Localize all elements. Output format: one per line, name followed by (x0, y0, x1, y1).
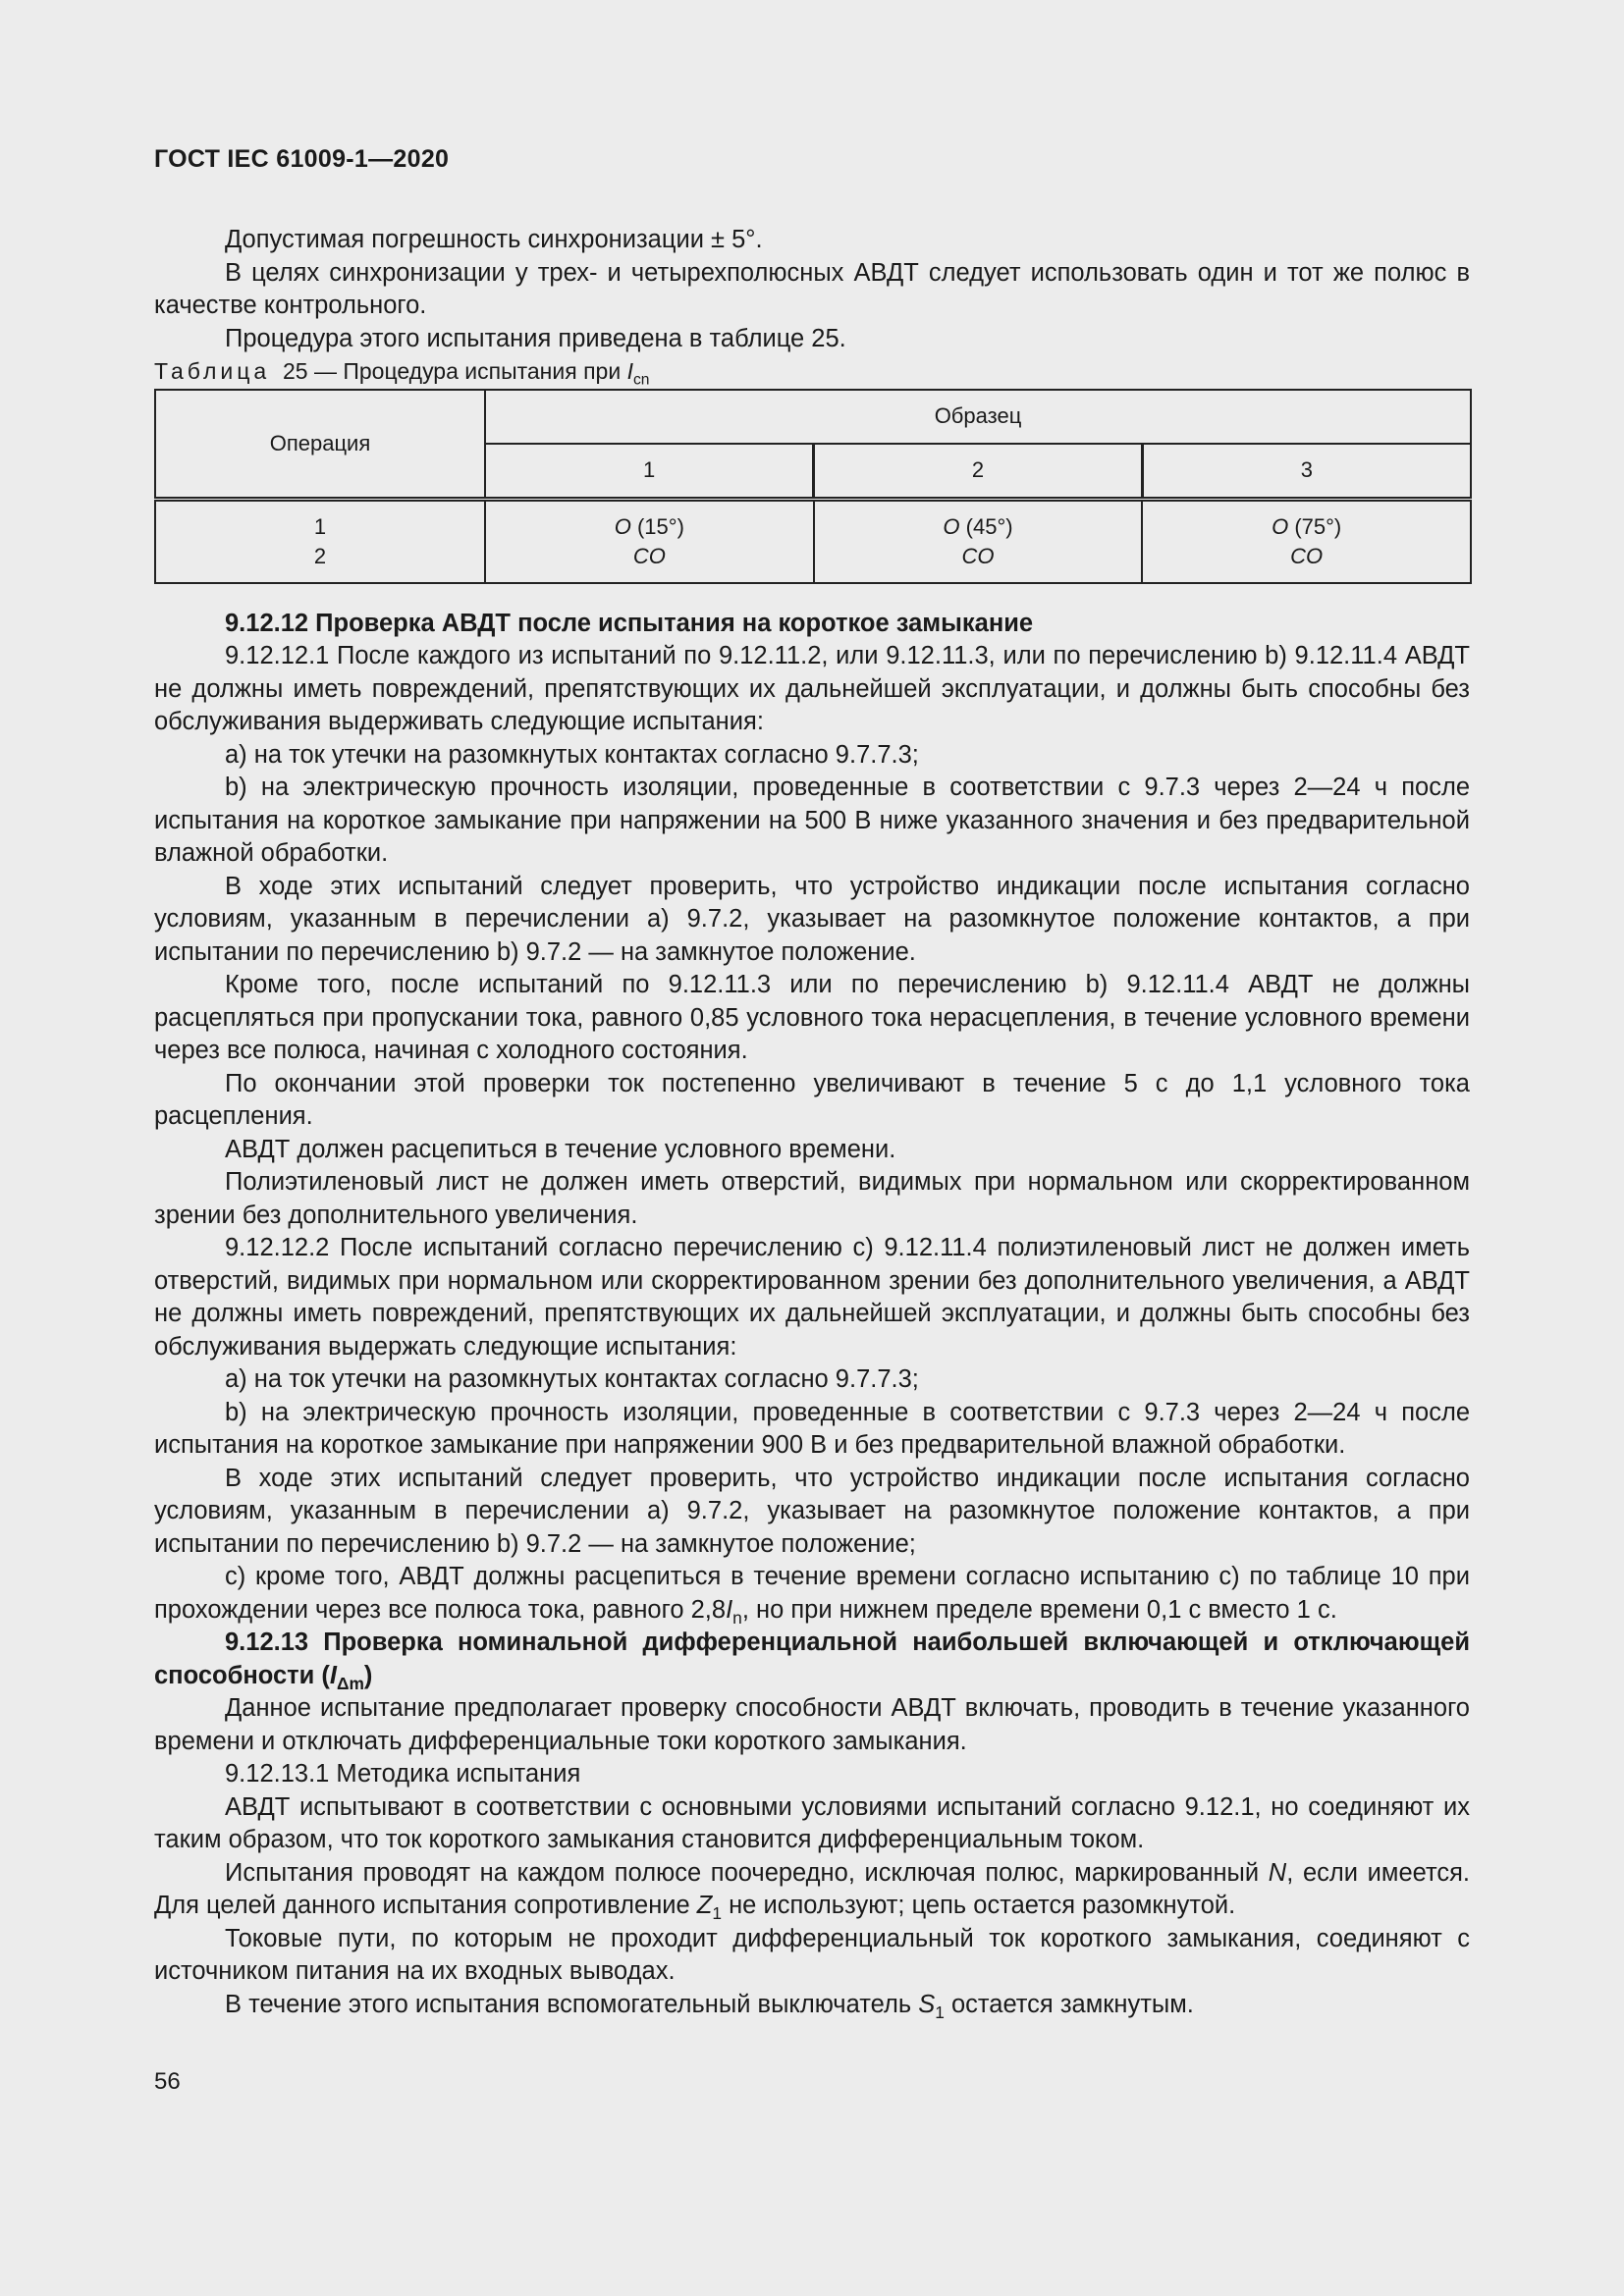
paragraph: Токовые пути, по которым не проходит дифференциальный ток короткого замыкания, соединяют с источником питания на их входных выводах. (154, 1924, 1470, 1985)
subsection-heading: 9.12.13.1 Методика испытания (225, 1760, 581, 1788)
paragraph: Данное испытание предполагает проверку способности АВДТ включать, проводить в течение указанного времени и отключать дифференциальные токи короткого замыкания. (154, 1694, 1470, 1755)
header-sample: Образец (485, 390, 1471, 444)
sample-col-3: 3 (1142, 444, 1471, 500)
paragraph: В ходе этих испытаний следует проверить, что устройство индикации после испытания согласно условиям, указанным в перечислении a) 9.7.2, указывает на разомкнутое положение контактов, а при испытании по перечислению b) 9.7.2 — на замкнутое положение; (154, 1464, 1470, 1558)
paragraph: Процедура этого испытания приведена в таблице 25. (225, 324, 846, 352)
sample-2-cell: O (45°) CO (814, 499, 1143, 583)
document-header: ГОСТ IEC 61009-1—2020 (154, 145, 450, 173)
paragraph: По окончании этой проверки ток постепенно увеличивают в течение 5 с до 1,1 условного тока расцепления. (154, 1069, 1470, 1130)
sample-3-cell: O (75°) CO (1142, 499, 1471, 583)
document-body (154, 224, 1470, 2021)
paragraph: 9.12.12.1 После каждого из испытаний по 9.12.11.2, или 9.12.11.3, или по перечислению b) 9.12.11.4 АВДТ не должны иметь повреждений, препятствующих их дальнейшей эксплуатации, и должны быть способны без обслуживания выдерживать следующие испытания: (154, 642, 1470, 735)
sample-1-cell: O (15°) CO (485, 499, 814, 583)
paragraph: В течение этого испытания вспомогательный выключатель $S_1$ остается замкнутым. (225, 1990, 1194, 2022)
list-item: a) на ток утечки на разомкнутых контактах согласно 9.7.7.3; (225, 740, 919, 769)
paragraph: Допустимая погрешность синхронизации ± 5°. (225, 226, 763, 253)
sample-col-2: 2 (814, 444, 1143, 500)
section-heading: 9.12.13 Проверка номинальной дифференциальной наибольшей включающей и отключающей способности $(I_{\Delta m})$ (154, 1629, 1470, 1693)
paragraph: АВДТ должен расцепиться в течение условного времени. (225, 1135, 896, 1163)
paragraph: В ходе этих испытаний следует проверить, что устройство индикации после испытания согласно условиям, указанным в перечислении a) 9.7.2, указывает на разомкнутое положение контактов, а при испытании по перечислению b) 9.7.2 — на замкнутое положение. (154, 872, 1470, 966)
page-number: 56 (154, 2068, 181, 2095)
list-item: b) на электрическую прочность изоляции, проведенные в соответствии с 9.7.3 через 2—24 ч после испытания на короткое замыкание при напряжении 900 В и без предварительной влажной обработки. (154, 1398, 1470, 1459)
operation-numbers: 1 2 (155, 499, 485, 583)
list-item: c) кроме того, АВДТ должны расцепиться в течение времени согласно испытанию c) по таблице 10 при прохождении через все полюса тока, равного $2,8I_n$, но при нижнем пределе времени 0,1 с вместо 1 с. (154, 1563, 1470, 1628)
paragraph: В целях синхронизации у трех- и четырехполюсных АВДТ следует использовать один и тот же полюс в качестве контрольного. (154, 258, 1470, 319)
paragraph: Испытания проводят на каждом полюсе поочередно, исключая полюс, маркированный N, если имеется. Для целей данного испытания сопротивление $Z_1$ не используют; цепь остается разомкнутой. (154, 1858, 1470, 1924)
paragraph: Полиэтиленовый лист не должен иметь отверстий, видимых при нормальном или скорректированном зрении без дополнительного увеличения. (154, 1168, 1470, 1229)
paragraph: АВДТ испытывают в соответствии с основными условиями испытаний согласно 9.12.1, но соединяют их таким образом, что ток короткого замыкания становится дифференциальным током. (154, 1792, 1470, 1853)
list-item: b) на электрическую прочность изоляции, проведенные в соответствии с 9.7.3 через 2—24 ч после испытания на короткое замыкание при напряжении на 500 В ниже указанного значения и без предварительной влажной обработки. (154, 774, 1470, 867)
header-operation: Операция (155, 390, 485, 500)
paragraph: Кроме того, после испытаний по 9.12.11.3 или по перечислению b) 9.12.11.4 АВДТ не должны расцепляться при пропускании тока, равного 0,85 условного тока нерасцепления, в течение условного времени через все полюса, начиная с холодного состояния. (154, 971, 1470, 1064)
list-item: a) на ток утечки на разомкнутых контактах согласно 9.7.7.3; (225, 1365, 919, 1393)
paragraph: 9.12.12.2 После испытаний согласно перечислению c) 9.12.11.4 полиэтиленовый лист не должен иметь отверстий, видимых при нормальном или скорректированном зрении без дополнительного увеличения, а АВДТ не должны иметь повреждений, препятствующих их дальнейшей эксплуатации, и должны быть способны без обслуживания выдержать следующие испытания: (154, 1234, 1470, 1361)
sample-col-1: 1 (485, 444, 814, 500)
table-caption: Таблица 25 — Процедура испытания при $I_{cn}$ (154, 358, 650, 389)
section-heading: 9.12.12 Проверка АВДТ после испытания на короткое замыкание (225, 609, 1034, 637)
procedure-table (154, 389, 1472, 584)
